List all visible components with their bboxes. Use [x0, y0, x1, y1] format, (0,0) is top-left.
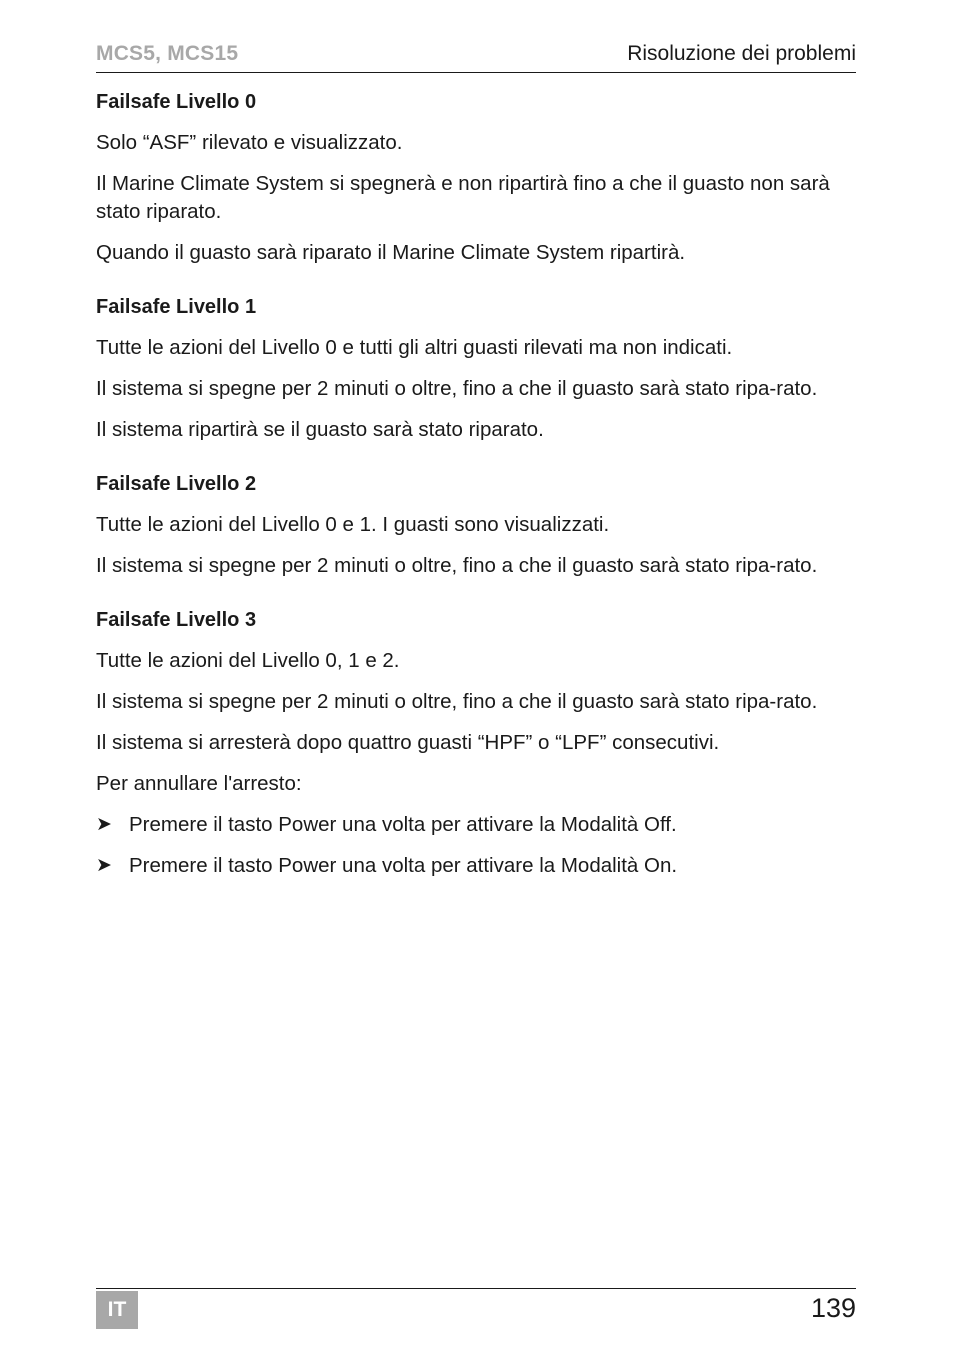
section-failsafe-level-3: [96, 606, 858, 880]
page-content: [96, 88, 858, 906]
section-title: Failsafe Livello 2: [96, 473, 257, 495]
page-number: 139: [810, 1293, 856, 1323]
language-badge: IT: [96, 1291, 138, 1329]
header-models: MCS5, MCS15: [96, 42, 239, 65]
paragraph: Il sistema si spegne per 2 minuti o oltre, fino a che il guasto sarà stato ripa-rato.: [96, 554, 818, 577]
page-header: [96, 40, 856, 73]
section-title: Failsafe Livello 3: [96, 609, 257, 631]
arrow-bullet-icon: ➤: [96, 814, 112, 835]
arrow-bullet-icon: ➤: [96, 855, 112, 876]
bullet-item: [96, 811, 858, 839]
bullet-text: Premere il tasto Power una volta per attivare la Modalità Off.: [129, 813, 677, 836]
paragraph: Il Marine Climate System si spegnerà e non ripartirà fino a che il guasto non sarà stato riparato.: [96, 172, 830, 223]
header-chapter-title: Risoluzione dei problemi: [627, 42, 856, 65]
section-failsafe-level-2: [96, 470, 858, 580]
paragraph: Per annullare l'arresto:: [96, 772, 302, 795]
section-title: Failsafe Livello 0: [96, 91, 257, 113]
section-failsafe-level-1: [96, 293, 858, 444]
paragraph: Solo “ASF” rilevato e visualizzato.: [96, 131, 403, 154]
paragraph: Il sistema si spegne per 2 minuti o oltre, fino a che il guasto sarà stato ripa-rato.: [96, 690, 818, 713]
bullet-item: [96, 852, 858, 880]
paragraph: Tutte le azioni del Livello 0, 1 e 2.: [96, 649, 400, 672]
paragraph: Tutte le azioni del Livello 0 e 1. I guasti sono visualizzati.: [96, 513, 610, 536]
paragraph: Il sistema si arresterà dopo quattro guasti “HPF” o “LPF” consecutivi.: [96, 731, 720, 754]
section-title: Failsafe Livello 1: [96, 296, 257, 318]
page-footer: [96, 1288, 856, 1331]
section-failsafe-level-0: [96, 88, 858, 267]
paragraph: Il sistema si spegne per 2 minuti o oltre, fino a che il guasto sarà stato ripa-rato.: [96, 377, 818, 400]
paragraph: Tutte le azioni del Livello 0 e tutti gli altri guasti rilevati ma non indicati.: [96, 336, 733, 359]
paragraph: Il sistema ripartirà se il guasto sarà stato riparato.: [96, 418, 544, 441]
bullet-text: Premere il tasto Power una volta per attivare la Modalità On.: [129, 854, 678, 877]
paragraph: Quando il guasto sarà riparato il Marine Climate System ripartirà.: [96, 241, 686, 264]
